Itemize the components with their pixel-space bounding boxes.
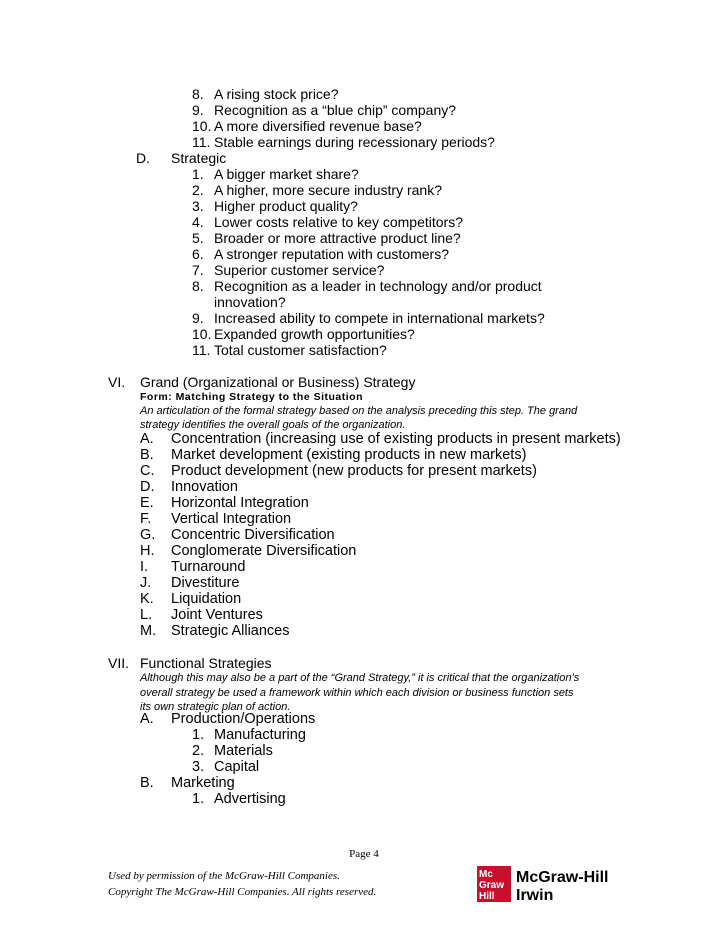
item-text: Production/Operations <box>171 711 316 727</box>
item-text: Vertical Integration <box>171 511 292 527</box>
item-letter: B. <box>140 775 154 791</box>
item-letter: G. <box>140 527 156 543</box>
item-text: Increased ability to compete in international markets? <box>214 310 545 326</box>
item-letter: D. <box>140 479 155 495</box>
section-title: Strategic <box>171 150 227 166</box>
item-text: Total customer satisfaction? <box>214 342 387 358</box>
mcgraw-hill-irwin-logo <box>477 866 617 902</box>
item-text: A higher, more secure industry rank? <box>214 182 443 198</box>
item-number: 9. <box>192 310 204 326</box>
item-number: 10. <box>192 326 212 342</box>
item-text: Superior customer service? <box>214 262 385 278</box>
item-number: 1. <box>192 727 205 743</box>
section-description: An articulation of the formal strategy based on the analysis preceding this step. The grand <box>140 405 578 417</box>
item-number: 8. <box>192 278 204 294</box>
section-letter: D. <box>136 150 150 166</box>
item-text: Conglomerate Diversification <box>171 543 357 559</box>
item-letter: F. <box>140 511 152 527</box>
section-numeral: VI. <box>108 374 126 390</box>
item-letter: K. <box>140 591 154 607</box>
item-text: Innovation <box>171 479 238 495</box>
item-text: Product development (new products for present markets) <box>171 463 537 479</box>
section-description: overall strategy be used a framework within which each division or business function sets <box>140 687 574 699</box>
item-letter: J. <box>140 575 152 591</box>
form-label: Form: Matching Strategy to the Situation <box>140 391 364 403</box>
item-text: Concentric Diversification <box>171 527 335 543</box>
item-letter: A. <box>140 431 154 447</box>
item-letter: B. <box>140 447 154 463</box>
item-text: Joint Ventures <box>171 607 263 623</box>
section-description: Although this may also be a part of the “Grand Strategy,” it is critical that the organization’s <box>140 672 580 684</box>
item-number: 7. <box>192 262 204 278</box>
item-text: Market development (existing products in new markets) <box>171 447 527 463</box>
item-number: 10. <box>192 118 212 134</box>
item-text: Expanded growth opportunities? <box>214 326 415 342</box>
item-text: Concentration (increasing use of existing products in present markets) <box>171 431 621 447</box>
item-letter: E. <box>140 495 154 511</box>
logo-wordmark-irwin: Irwin <box>516 887 554 902</box>
item-text: Turnaround <box>171 559 246 575</box>
section-title: Functional Strategies <box>140 655 272 671</box>
footer-permission: Used by permission of the McGraw-Hill Companies. <box>108 870 340 882</box>
item-number: 8. <box>192 86 204 102</box>
item-text: A stronger reputation with customers? <box>214 246 450 262</box>
item-number: 4. <box>192 214 204 230</box>
item-text: Liquidation <box>171 591 242 607</box>
item-number: 11. <box>192 134 211 150</box>
item-text: A rising stock price? <box>214 86 339 102</box>
item-text: Higher product quality? <box>214 198 358 214</box>
item-text: A bigger market share? <box>214 166 359 182</box>
section-description: strategy identifies the overall goals of the organization. <box>140 419 406 431</box>
item-text: Divestiture <box>171 575 240 591</box>
item-number: 2. <box>192 743 205 759</box>
section-title: Grand (Organizational or Business) Strategy <box>140 374 416 390</box>
item-number: 3. <box>192 198 204 214</box>
item-letter: H. <box>140 543 155 559</box>
item-letter: I. <box>140 559 149 575</box>
item-text: Recognition as a “blue chip” company? <box>214 102 457 118</box>
item-number: 3. <box>192 759 205 775</box>
item-letter: L. <box>140 607 153 623</box>
item-text: Capital <box>214 759 260 775</box>
item-number: 6. <box>192 246 204 262</box>
section-numeral: VII. <box>108 655 130 671</box>
item-text: Marketing <box>171 775 235 791</box>
page-number: Page 4 <box>349 848 379 860</box>
item-text: Recognition as a leader in technology and/or product <box>214 278 542 294</box>
item-letter: C. <box>140 463 155 479</box>
item-number: 1. <box>192 791 205 807</box>
footer-copyright: Copyright The McGraw-Hill Companies. All rights reserved. <box>108 886 377 898</box>
item-text: Stable earnings during recessionary periods? <box>214 134 495 150</box>
item-text: Strategic Alliances <box>171 623 290 639</box>
item-text: innovation? <box>214 294 286 310</box>
item-number: 9. <box>192 102 204 118</box>
item-text: Materials <box>214 743 273 759</box>
item-text: Horizontal Integration <box>171 495 309 511</box>
item-letter: A. <box>140 711 154 727</box>
logo-box-graw: Graw <box>479 880 505 891</box>
item-text: Manufacturing <box>214 727 306 743</box>
item-number: 11. <box>192 342 211 358</box>
section-description: its own strategic plan of action. <box>140 701 291 713</box>
item-letter: M. <box>140 623 157 639</box>
item-text: Broader or more attractive product line? <box>214 230 461 246</box>
item-number: 2. <box>192 182 204 198</box>
item-text: A more diversified revenue base? <box>214 118 422 134</box>
item-number: 5. <box>192 230 204 246</box>
item-text: Advertising <box>214 791 286 807</box>
logo-box-hill: Hill <box>479 891 495 902</box>
item-text: Lower costs relative to key competitors? <box>214 214 463 230</box>
logo-box-mc: Mc <box>479 869 493 880</box>
logo-wordmark-mcgraw-hill: McGraw-Hill <box>516 869 609 886</box>
item-number: 1. <box>192 166 204 182</box>
